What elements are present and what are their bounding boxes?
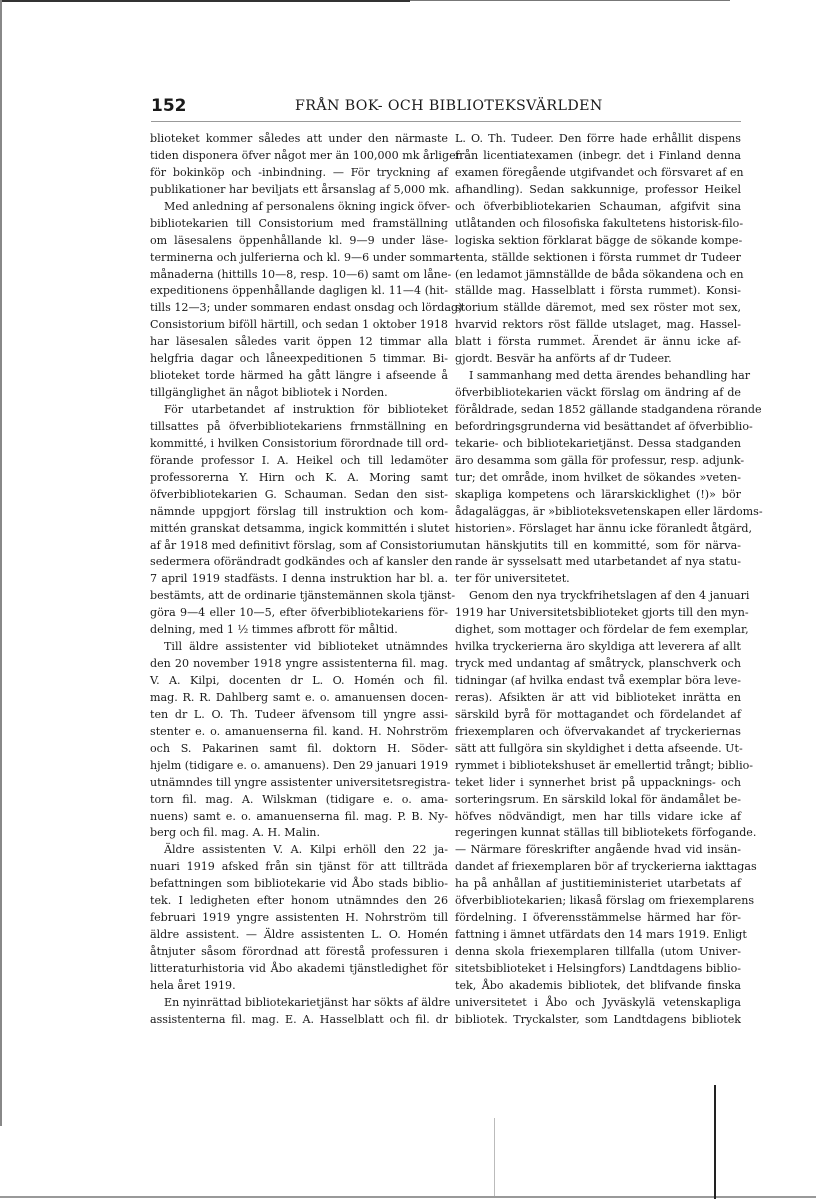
text-line: tur; det område, inom hvilket de sökandes »veten-	[455, 470, 741, 484]
text-line: historien». Förslaget har ännu icke föranledt åtgärd,	[455, 521, 753, 535]
text-line: öfverbibliotekarien väckt förslag om ändring af de	[455, 386, 741, 400]
text-line: rymmet i bibliotekshuset är emellertid trångt; biblio-	[455, 758, 754, 772]
text-line: tek. I ledigheten efter honom utnämndes den 26	[150, 894, 448, 908]
text-line: mittén granskat detsamma, ingick kommittén i slutet	[150, 521, 450, 535]
text-line: blatt i första rummet. Ärendet är ännu icke af-	[455, 335, 741, 349]
text-line: föråldrade, sedan 1852 gällande stadgandena rörande	[455, 403, 762, 416]
text-line: skapliga kompetens och lärarskicklighet (!)» bör	[455, 487, 741, 501]
text-line: februari 1919 yngre assistenten H. Nohrström till	[150, 911, 448, 925]
text-line: friexemplaren och öfvervakandet af tryckeriernas	[455, 724, 741, 738]
text-line: examen föregående utgifvandet och försvaret af en	[455, 165, 744, 179]
text-line: stenter e. o. amanuenserna fil. kand. H. Nohrström	[150, 724, 448, 738]
scan-edge-top-faint	[410, 0, 730, 1]
text-line: 7 april 1919 stadfästs. I denna instruktion har bl. a.	[150, 572, 448, 586]
header-rule	[151, 121, 741, 122]
text-line: dighet, som mottager och fördelar de fem exemplar,	[455, 623, 749, 637]
text-line: har läsesalen således varit öppen 12 timmar alla	[150, 335, 448, 349]
text-line: tryck med undantag af småtryck, planschverk och	[455, 657, 741, 671]
text-line: tekarie- och bibliotekarietjänst. Dessa stadganden	[455, 436, 741, 450]
text-line: utnämndes till yngre assistenter universitetsregistra-	[150, 775, 451, 789]
text-line: V. A. Kilpi, docenten dr L. O. Homén och fil.	[150, 674, 448, 687]
text-line: äro desamma som gälla för professur, resp. adjunk-	[455, 453, 745, 467]
text-line: nämnde uppgjort förslag till instruktion och kom-	[150, 504, 448, 518]
text-line: sitetsbiblioteket i Helsingfors) Landtdagens biblio-	[455, 961, 741, 975]
text-line: för bokinköp och -inbindning. — För tryckning af	[150, 165, 448, 179]
text-line: gjordt. Besvär ha anförts af dr Tudeer.	[455, 352, 672, 366]
text-line: öfverbibliotekarien; likaså förslag om friexemplarens	[455, 894, 755, 908]
text-line: hjelm (tidigare e. o. amanuens). Den 29 januari 1919	[150, 758, 449, 772]
text-line: förande professor I. A. Heikel och till ledamöter	[150, 453, 448, 467]
running-title: FRÅN BOK- OCH BIBLIOTEKSVÄRLDEN	[295, 98, 603, 114]
text-line: tidningar (af hvilka endast två exemplar böra leve-	[455, 674, 741, 687]
text-line: sorteringsrum. En särskild lokal för ändamålet be-	[455, 792, 741, 806]
text-line: bibliotek. Tryckalster, som Landtdagens bibliotek	[455, 1012, 741, 1026]
text-line: Consistorium biföll härtill, och sedan 1 oktober 1918	[150, 318, 448, 332]
text-line: utan hänskjutits till en kommitté, som för närva-	[455, 538, 741, 552]
page-header	[151, 96, 741, 120]
text-line: sedermera oförändradt godkändes och af kansler den	[150, 555, 453, 569]
text-line: afhandling). Sedan sakkunnige, professor Heikel	[455, 182, 741, 196]
text-line: tenta, ställde sektionen i första rummet dr Tudeer	[455, 250, 741, 264]
text-line: ter för universitetet.	[455, 572, 570, 586]
text-line: — Närmare föreskrifter angående hvad vid insän-	[455, 843, 741, 857]
text-line: bibliotekarien till Consistorium med framställning	[150, 216, 448, 230]
text-line: befattningen som bibliotekarie vid Åbo stads biblio-	[150, 877, 448, 891]
text-line: befordringsgrunderna vid besättandet af öfverbiblio-	[455, 419, 753, 433]
scan-artifact-line-faint	[494, 1118, 495, 1196]
text-line: storium ställde däremot, med sex röster mot sex,	[455, 301, 741, 315]
text-line: hvilka tryckerierna äro skyldiga att leverera af allt	[455, 640, 741, 654]
text-line: ha på anhållan af justitieministeriet utarbetats af	[455, 877, 741, 891]
text-line: professorerna Y. Hirn och K. A. Moring samt	[150, 470, 448, 484]
text-line: terminerna och julferierna och kl. 9—6 under sommar-	[150, 250, 459, 264]
text-line: logiska sektion förklarat bägge de sökande kompe-	[455, 233, 743, 247]
text-line: åtnjuter såsom förordnad att förestå professuren i	[150, 945, 448, 958]
text-line: från licentiatexamen (inbegr. det i Finland denna	[455, 148, 741, 162]
text-line: Med anledning af personalens ökning ingick öfver-	[164, 199, 451, 213]
text-line: universitetet i Åbo och Jyväskylä vetenskapliga	[455, 995, 741, 1009]
text-line: ställde mag. Hasselblatt i första rummet). Konsi-	[455, 284, 741, 298]
text-line: af år 1918 med definitivt förslag, som af Consistorium	[150, 538, 455, 552]
text-line: tillgänglighet än något bibliotek i Norden.	[150, 386, 388, 400]
scan-artifact-line	[714, 1085, 716, 1199]
text-line: Genom den nya tryckfrihetslagen af den 4 januari	[469, 589, 750, 603]
text-line: L. O. Th. Tudeer. Den förre hade erhållit dispens	[455, 132, 741, 145]
text-line: torn fil. mag. A. Wilskman (tidigare e. o. ama-	[150, 792, 448, 806]
text-line: ådagaläggas, är »biblioteksvetenskapen eller lärdoms-	[455, 504, 763, 518]
text-line: öfverbibliotekarien G. Schauman. Sedan den sist-	[150, 487, 448, 501]
text-line: expeditionens öppenhållande dagligen kl. 11—4 (hit-	[150, 284, 448, 298]
text-line: månaderna (hittills 10—8, resp. 10—6) samt om låne-	[150, 267, 452, 281]
text-line: delning, med 1 ½ timmes afbrott för måltid.	[150, 623, 398, 637]
text-line: sätt att fullgöra sin skyldighet i detta afseende. Ut-	[455, 741, 743, 755]
text-line: mag. R. R. Dahlberg samt e. o. amanuensen docen-	[150, 690, 448, 704]
text-line: teket lider i synnerhet brist på uppacknings- och	[455, 775, 741, 789]
text-line: Till äldre assistenter vid biblioteket utnämndes	[164, 640, 448, 654]
text-line: litteraturhistoria vid Åbo akademi tjänstledighet för	[150, 961, 448, 975]
page-number: 152	[151, 96, 187, 116]
text-line: kommitté, i hvilken Consistorium förordnade till ord-	[150, 436, 449, 450]
text-line: För utarbetandet af instruktion för biblioteket	[164, 403, 448, 416]
text-line: fattning i ämnet utfärdats den 14 mars 1919. Enligt	[455, 928, 747, 942]
scan-edge-bottom	[0, 1196, 816, 1198]
text-line: ten dr L. O. Th. Tudeer äfvensom till yngre assi-	[150, 707, 448, 721]
scan-edge-top	[0, 0, 410, 2]
text-line: 1919 har Universitetsbiblioteket gjorts till den myn-	[455, 606, 749, 620]
text-line: äldre assistent. — Äldre assistenten L. O. Homén	[150, 928, 448, 942]
text-line: tek, Åbo akademis bibliotek, det blifvande finska	[455, 978, 741, 992]
text-line: fördelning. I öfverensstämmelse härmed har för-	[455, 911, 741, 925]
text-line: bestämts, att de ordinarie tjänstemännen skola tjänst-	[150, 589, 456, 603]
text-line: berg och fil. mag. A. H. Malin.	[150, 826, 320, 840]
text-column-right	[455, 131, 763, 1029]
text-line: tills 12—3; under sommaren endast onsdag och lördag)	[150, 301, 463, 315]
text-line: regeringen kunnat ställas till bibliotekets förfogande.	[455, 826, 757, 840]
text-line: utlåtanden och filosofiska fakultetens historisk-filo-	[455, 216, 744, 230]
text-line: blioteket torde härmed ha gått längre i afseende å	[150, 369, 448, 383]
text-line: nuari 1919 afsked från sin tjänst för att tillträda	[150, 860, 448, 874]
text-line: göra 9—4 eller 10—5, efter öfverbibliotekariens för-	[150, 606, 448, 620]
text-line: denna skola friexemplaren tillfalla (utom Univer-	[455, 945, 741, 958]
text-line: En nyinrättad bibliotekarietjänst har sökts af äldre	[164, 995, 451, 1009]
text-line: tiden disponera öfver något mer än 100,000 mk årligen	[150, 148, 463, 162]
text-line: I sammanhang med detta ärendes behandling har	[469, 369, 751, 383]
text-line: nuens) samt e. o. amanuenserna fil. mag. P. B. Ny-	[150, 809, 448, 823]
text-line: hela året 1919.	[150, 978, 236, 992]
text-line: reras). Afsikten är att vid biblioteket inrätta en	[455, 690, 741, 704]
scan-edge-left	[0, 0, 2, 1126]
text-column-left	[150, 131, 463, 1029]
text-line: tillsattes på öfverbibliotekariens frnmställning en	[150, 419, 448, 433]
text-line: och öfverbibliotekarien Schauman, afgifvit sina	[455, 199, 741, 213]
text-line: rande är sysselsatt med utarbetandet af nya statu-	[455, 555, 741, 569]
text-line: (en ledamot jämnställde de båda sökandena och en	[455, 267, 744, 281]
text-line: om läsesalens öppenhållande kl. 9—9 under läse-	[150, 233, 448, 247]
text-line: helgfria dagar och låneexpeditionen 5 timmar. Bi-	[150, 352, 448, 366]
text-line: Äldre assistenten V. A. Kilpi erhöll den 22 ja-	[164, 843, 448, 857]
text-line: blioteket kommer således att under den närmaste	[150, 132, 448, 145]
text-line: hvarvid rektors röst fällde utslaget, mag. Hassel-	[455, 318, 741, 332]
text-line: dandet af friexemplaren bör af tryckerierna iakttagas	[455, 860, 757, 874]
text-line: den 20 november 1918 yngre assistenterna fil. mag.	[150, 657, 448, 671]
text-line: assistenterna fil. mag. E. A. Hasselblatt och fil. dr	[150, 1012, 448, 1026]
text-line: höfves nödvändigt, men har tills vidare icke af	[455, 809, 741, 823]
text-line: särskild byrå för mottagandet och fördelandet af	[455, 707, 741, 721]
text-line: och S. Pakarinen samt fil. doktorn H. Söder-	[150, 741, 448, 755]
text-line: publikationer har beviljats ett årsanslag af 5,000 mk.	[150, 182, 450, 196]
